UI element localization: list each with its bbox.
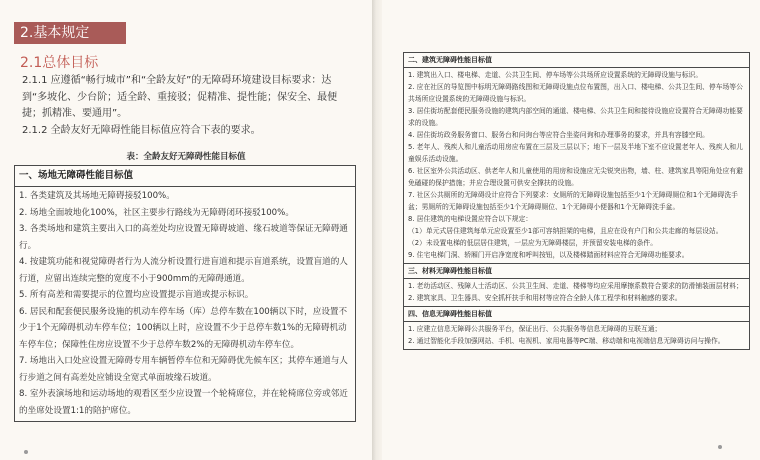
site-goals-section — [15, 166, 355, 421]
list-item: 1. 各类建筑及其场地无障碍接驳100%。 — [19, 191, 175, 201]
goal-table-part-1 — [14, 165, 356, 422]
material-goals-section — [404, 263, 749, 306]
goal-table-part-2 — [403, 52, 750, 350]
list-item: 6. 居民和配套便民服务设施的机动车停车场（库）总停车数在100辆以下时，应设置不少于1个无障碍机动车停车位；100辆以上时，应设置不少于总停车数1%的无障碍机动车停车位；保障性住房应设置不少于总停车数2%的无障碍机动车停车位。 — [19, 306, 348, 350]
page-marker — [24, 450, 28, 454]
list-item: 7. 场地出入口处应设置无障碍专用车辆暂停车位和无障碍优先候车区；其停车通道与人行步道之间有高差处应铺设全宽式单面坡缘石坡道。 — [19, 356, 348, 383]
section-items — [404, 68, 749, 263]
section-heading: 四、信息无障碍性能目标值 — [404, 307, 749, 322]
paragraph-2-1-2: 2.1.2 全龄友好无障碍性能目标值应符合下表的要求。 — [22, 125, 261, 136]
paragraph-2-1-1: 2.1.1 应遵循“畅行城市”和“全龄友好”的无障碍环境建设目标要求：达到“多坡化、少台阶；适全龄、重接驳；促精准、提性能；保安全、最便捷；抓精准、要通用”。 — [22, 75, 338, 119]
list-item: 3. 居住街坊配套便民服务设施的建筑内部空间的通道、楼电梯、公共卫生间和接待设施应设置符合无障碍功能要求的设施。 — [408, 107, 743, 127]
list-item: 7. 社区公共厕所的无障碍设计应符合下列要求：女厕所的无障碍设施包括至少1个无障碍厕位和1个无障碍洗手盆；男厕所的无障碍设施包括至少1个无障碍厕位、1个无障碍小便器和1个无障碍洗手盆。 — [408, 191, 738, 211]
section-heading: 一、场地无障碍性能目标值 — [15, 166, 355, 187]
list-item: （2）未设置电梯的低层居住建筑，一层应为无障碍楼层，并预留安装电梯的条件。 — [408, 239, 658, 247]
list-item: 2. 应在社区的导览图中标明无障碍路线图和无障碍设施点位布置图，出入口、楼电梯、公共卫生间、停车场等公共场所应设置系统的无障碍设施与标识。 — [408, 83, 743, 103]
section-heading: 二、建筑无障碍性能目标值 — [404, 53, 749, 68]
list-item: 5. 老年人、残疾人和儿童活动用房应布置在三层及三层以下；地下一层及半地下室不应设置老年人、残疾人和儿童娱乐活动设施。 — [408, 143, 743, 163]
list-item: 1. 应建立信息无障碍公共服务平台，保证出行、公共服务等信息无障碍的互联互通； — [408, 325, 662, 333]
section-title: 2.1总体目标 — [20, 55, 99, 71]
page-marker — [718, 445, 722, 449]
list-item: 3. 各类场地和建筑主要出入口的高差处均应设置无障碍坡道、缘石坡道等保证无障碍通行。 — [19, 224, 348, 251]
list-item: 8. 室外表演场地和运动场地的观看区至少应设置一个轮椅席位，并在轮椅席位旁或邻近的坐席处设置1:1的陪护席位。 — [19, 389, 348, 416]
list-item: 1. 老幼活动区、残障人士活动区、公共卫生间、走道、楼梯等均应采用摩擦系数符合要求的防滑铺装面层材料； — [408, 282, 743, 290]
list-item: 2. 通过智能化手段加强网站、手机、电视机、家用电器等PC端、移动端和电视端信息无障碍访问与操作。 — [408, 337, 725, 345]
table-caption: 表：全龄友好无障碍性能目标值 — [126, 152, 246, 162]
list-item: 6. 社区室外公共活动区、供老年人和儿童使用的用房和设施应无尖锐突出物，墙、柱、建筑家具等阳角处应有避免磕碰的保护措施；并应合理设置可供安全撑扶的设施。 — [408, 167, 743, 187]
section-items — [404, 279, 749, 306]
list-item: 2. 建筑家具、卫生器具、安全抓杆扶手和用材等应符合全龄人体工程学和材料触感的要求。 — [408, 294, 682, 302]
chapter-title: 2.基本规定 — [14, 22, 126, 44]
list-item: 9. 住宅电梯门洞、轿厢门开启净宽度和呼叫按钮，以及楼梯踏面材料应符合无障碍功能要求。 — [408, 251, 689, 259]
left-page — [0, 0, 372, 460]
section-items — [15, 187, 355, 421]
building-goals-section — [404, 53, 749, 263]
list-item: 4. 按建筑功能和视觉障碍者行为人流分析设置行进盲道和提示盲道系统，设置盲道的人行道，应留出连续完整的宽度不小于900mm的无障碍通道。 — [19, 257, 348, 284]
list-item: （1）单元式居住建筑每单元应设置至少1部可容纳担架的电梯，且应在设有户门和公共走廊的每层设站。 — [408, 227, 723, 235]
list-item: 5. 所有高差和需要提示的位置均应设置提示盲道或提示标识。 — [19, 290, 254, 300]
section-items — [404, 322, 749, 349]
information-goals-section — [404, 306, 749, 349]
section-heading: 三、材料无障碍性能目标值 — [404, 264, 749, 279]
list-item: 4. 居住街坊政务服务窗口、服务台和问询台等应符合坐姿问询和办理事务的要求，并具有容膝空间。 — [408, 131, 709, 139]
list-item: 8. 居住建筑的电梯设置应符合以下规定： — [408, 215, 533, 223]
book-gutter — [372, 0, 382, 460]
list-item: 2. 场地全面坡地化100%，社区主要步行路线为无障碍闭环接驳100%。 — [19, 207, 294, 218]
list-item: 1. 建筑出入口、楼电梯、走道、公共卫生间、停车场等公共场所应设置系统的无障碍设施与标识。 — [408, 71, 703, 79]
